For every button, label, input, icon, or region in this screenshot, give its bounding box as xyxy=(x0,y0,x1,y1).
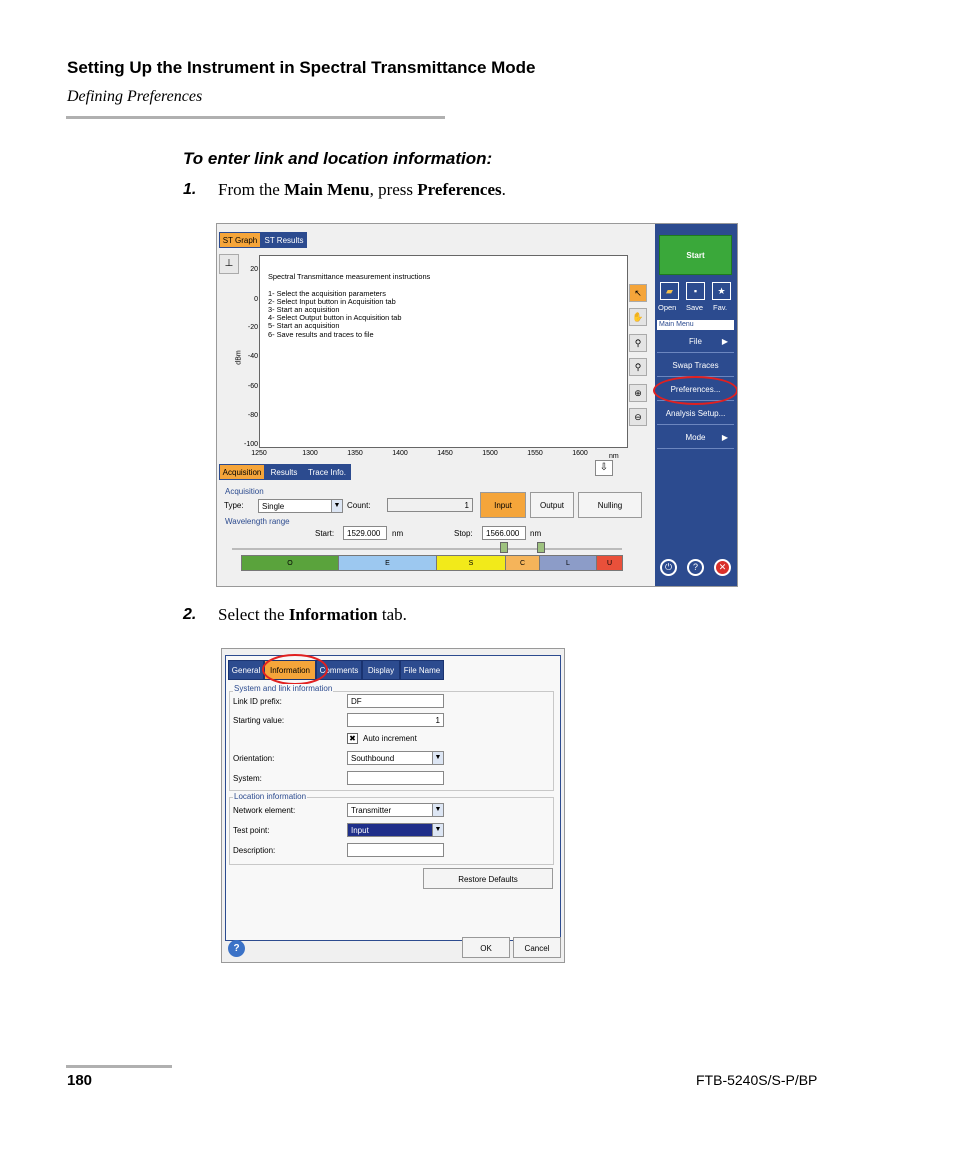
open-label: Open xyxy=(658,303,677,312)
input-button[interactable]: Input xyxy=(480,492,526,518)
band-o: O xyxy=(241,555,339,571)
description-input[interactable] xyxy=(347,843,444,857)
description-label: Description: xyxy=(233,846,276,855)
band-u: U xyxy=(596,555,623,571)
count-label: Count: xyxy=(347,501,371,510)
zoom-tool-icon[interactable]: ⚲ xyxy=(629,334,647,352)
wavelength-slider-track[interactable] xyxy=(232,548,622,550)
auto-increment-label: Auto increment xyxy=(363,734,417,743)
chevron-down-icon: ▼ xyxy=(432,752,443,764)
x-tick: 1450 xyxy=(437,450,453,457)
fav-label: Fav. xyxy=(713,303,728,312)
y-tick: -80 xyxy=(247,412,258,419)
page-number: 180 xyxy=(67,1072,93,1089)
chevron-down-icon: ▼ xyxy=(432,824,443,836)
y-tick: 20 xyxy=(250,266,258,273)
system-link-group-label: System and link information xyxy=(234,684,333,693)
y-tick: 0 xyxy=(254,296,258,303)
x-tick: 1250 xyxy=(251,450,267,457)
y-axis-label: dBm xyxy=(235,350,243,365)
band-s: S xyxy=(436,555,506,571)
menu-analysis-setup[interactable]: Analysis Setup... xyxy=(657,402,734,425)
x-tick: 1400 xyxy=(392,450,408,457)
starting-value-input[interactable]: 1 xyxy=(347,713,444,727)
highlight-ellipse xyxy=(653,376,738,405)
orientation-label: Orientation: xyxy=(233,754,275,763)
preferences-dialog-screenshot xyxy=(221,648,565,963)
instruction-line: 4- Select Output button in Acquisition tab xyxy=(268,313,402,322)
output-button[interactable]: Output xyxy=(530,492,574,518)
open-folder-icon[interactable]: ▰ xyxy=(660,282,679,300)
y-tick: -40 xyxy=(247,353,258,360)
orientation-select[interactable]: Southbound ▼ xyxy=(347,751,444,765)
location-group-label: Location information xyxy=(234,792,307,801)
band-l: L xyxy=(539,555,597,571)
step-2-text: Select the Information tab. xyxy=(218,605,407,624)
zoom-in-icon[interactable]: ⊕ xyxy=(629,384,647,402)
x-tick: 1500 xyxy=(482,450,498,457)
tab-display[interactable]: Display xyxy=(362,660,400,680)
x-tick: 1350 xyxy=(347,450,363,457)
acquisition-group-label: Acquisition xyxy=(225,487,264,496)
stop-unit: nm xyxy=(530,529,542,538)
type-select[interactable]: Single ▼ xyxy=(258,499,343,513)
step-1-text: From the Main Menu, press Preferences. xyxy=(218,180,506,199)
instruction-line: 5- Start an acquisition xyxy=(268,321,340,330)
save-label: Save xyxy=(686,303,704,312)
menu-mode[interactable]: Mode ▶ xyxy=(657,426,734,449)
menu-file[interactable]: File ▶ xyxy=(657,330,734,353)
start-label: Start: xyxy=(315,529,335,538)
x-tick: 1600 xyxy=(572,450,588,457)
test-point-select[interactable]: Input ▼ xyxy=(347,823,444,837)
cancel-button[interactable]: Cancel xyxy=(513,937,561,958)
network-element-select[interactable]: Transmitter ▼ xyxy=(347,803,444,817)
auto-increment-checkbox[interactable]: ✖ xyxy=(347,733,358,744)
graph-area[interactable] xyxy=(259,255,628,448)
system-input[interactable] xyxy=(347,771,444,785)
restore-defaults-button[interactable]: Restore Defaults xyxy=(423,868,553,889)
tab-st-graph[interactable]: ST Graph xyxy=(219,232,261,248)
pointer-tool-icon[interactable]: ↖ xyxy=(629,284,647,302)
band-e: E xyxy=(338,555,437,571)
ok-button[interactable]: OK xyxy=(462,937,510,958)
instruction-line: 1- Select the acquisition parameters xyxy=(268,289,386,298)
page-title: Setting Up the Instrument in Spectral Transmittance Mode xyxy=(67,58,536,77)
save-disk-icon[interactable]: ▪ xyxy=(686,282,705,300)
y-tick: -60 xyxy=(247,383,258,390)
close-icon[interactable]: ✕ xyxy=(714,559,731,576)
tab-general[interactable]: General xyxy=(228,660,264,680)
power-icon[interactable]: ⏻ xyxy=(660,559,677,576)
instruction-line: 6- Save results and traces to file xyxy=(268,330,374,339)
procedure-title: To enter link and location information: xyxy=(183,149,493,168)
stop-label: Stop: xyxy=(454,529,473,538)
help-icon[interactable]: ? xyxy=(687,559,704,576)
step-2-number: 2. xyxy=(183,606,197,623)
instruction-line: 2- Select Input button in Acquisition tab xyxy=(268,297,396,306)
pan-hand-icon[interactable]: ✋ xyxy=(629,308,647,326)
instructions-title: Spectral Transmittance measurement instructions xyxy=(268,272,431,281)
instruction-line: 3- Start an acquisition xyxy=(268,305,340,314)
start-button[interactable]: Start xyxy=(659,235,732,275)
main-menu-label: Main Menu xyxy=(657,320,734,330)
band-c: C xyxy=(505,555,540,571)
section-subtitle: Defining Preferences xyxy=(67,88,203,105)
chevron-down-icon: ▼ xyxy=(432,804,443,816)
tab-information[interactable]: Information xyxy=(264,660,316,680)
tab-st-results[interactable]: ST Results xyxy=(261,232,307,248)
tab-file-name[interactable]: File Name xyxy=(400,660,444,680)
chevron-down-icon: ▼ xyxy=(331,500,342,512)
x-unit: nm xyxy=(609,453,619,460)
start-slider-handle[interactable] xyxy=(500,542,508,553)
expand-arrow-icon[interactable]: ⇩ xyxy=(595,460,613,476)
footer-rule xyxy=(66,1065,172,1068)
y-tick: -100 xyxy=(243,441,258,448)
wavelength-group-label: Wavelength range xyxy=(225,517,290,526)
test-point-label: Test point: xyxy=(233,826,270,835)
nulling-button[interactable]: Nulling xyxy=(578,492,642,518)
start-wavelength-field[interactable]: 1529.000 xyxy=(343,526,387,540)
zoom-out-icon[interactable]: ⊖ xyxy=(629,408,647,426)
tab-trace-info[interactable]: Trace Info. xyxy=(303,464,351,480)
step-1-number: 1. xyxy=(183,181,197,198)
main-window-screenshot xyxy=(216,223,738,587)
marker-tool-icon[interactable]: ⊥ xyxy=(219,254,239,274)
arrow-right-icon: ▶ xyxy=(721,433,728,442)
starting-value-label: Starting value: xyxy=(233,716,285,725)
arrow-right-icon: ▶ xyxy=(721,337,728,346)
tab-acquisition[interactable]: Acquisition xyxy=(219,464,265,480)
highlight-ellipse xyxy=(262,654,328,685)
favorite-star-icon[interactable]: ★ xyxy=(712,282,731,300)
zoom-reset-icon[interactable]: ⚲ xyxy=(629,358,647,376)
tab-results[interactable]: Results xyxy=(265,464,303,480)
count-field[interactable]: 1 xyxy=(387,498,473,512)
tab-comments[interactable]: Comments xyxy=(316,660,362,680)
type-label: Type: xyxy=(224,501,244,510)
start-unit: nm xyxy=(392,529,404,538)
document-code: FTB-5240S/S-P/BP xyxy=(696,1072,818,1088)
stop-slider-handle[interactable] xyxy=(537,542,545,553)
menu-preferences[interactable]: Preferences... xyxy=(657,378,734,401)
x-tick: 1300 xyxy=(302,450,318,457)
system-label: System: xyxy=(233,774,262,783)
stop-wavelength-field[interactable]: 1566.000 xyxy=(482,526,526,540)
help-icon[interactable]: ? xyxy=(228,940,245,957)
link-id-label: Link ID prefix: xyxy=(233,697,282,706)
menu-swap-traces[interactable]: Swap Traces xyxy=(657,354,734,377)
header-rule xyxy=(66,116,445,119)
y-tick: -20 xyxy=(247,324,258,331)
link-id-input[interactable]: DF xyxy=(347,694,444,708)
x-tick: 1550 xyxy=(527,450,543,457)
network-element-label: Network element: xyxy=(233,806,296,815)
